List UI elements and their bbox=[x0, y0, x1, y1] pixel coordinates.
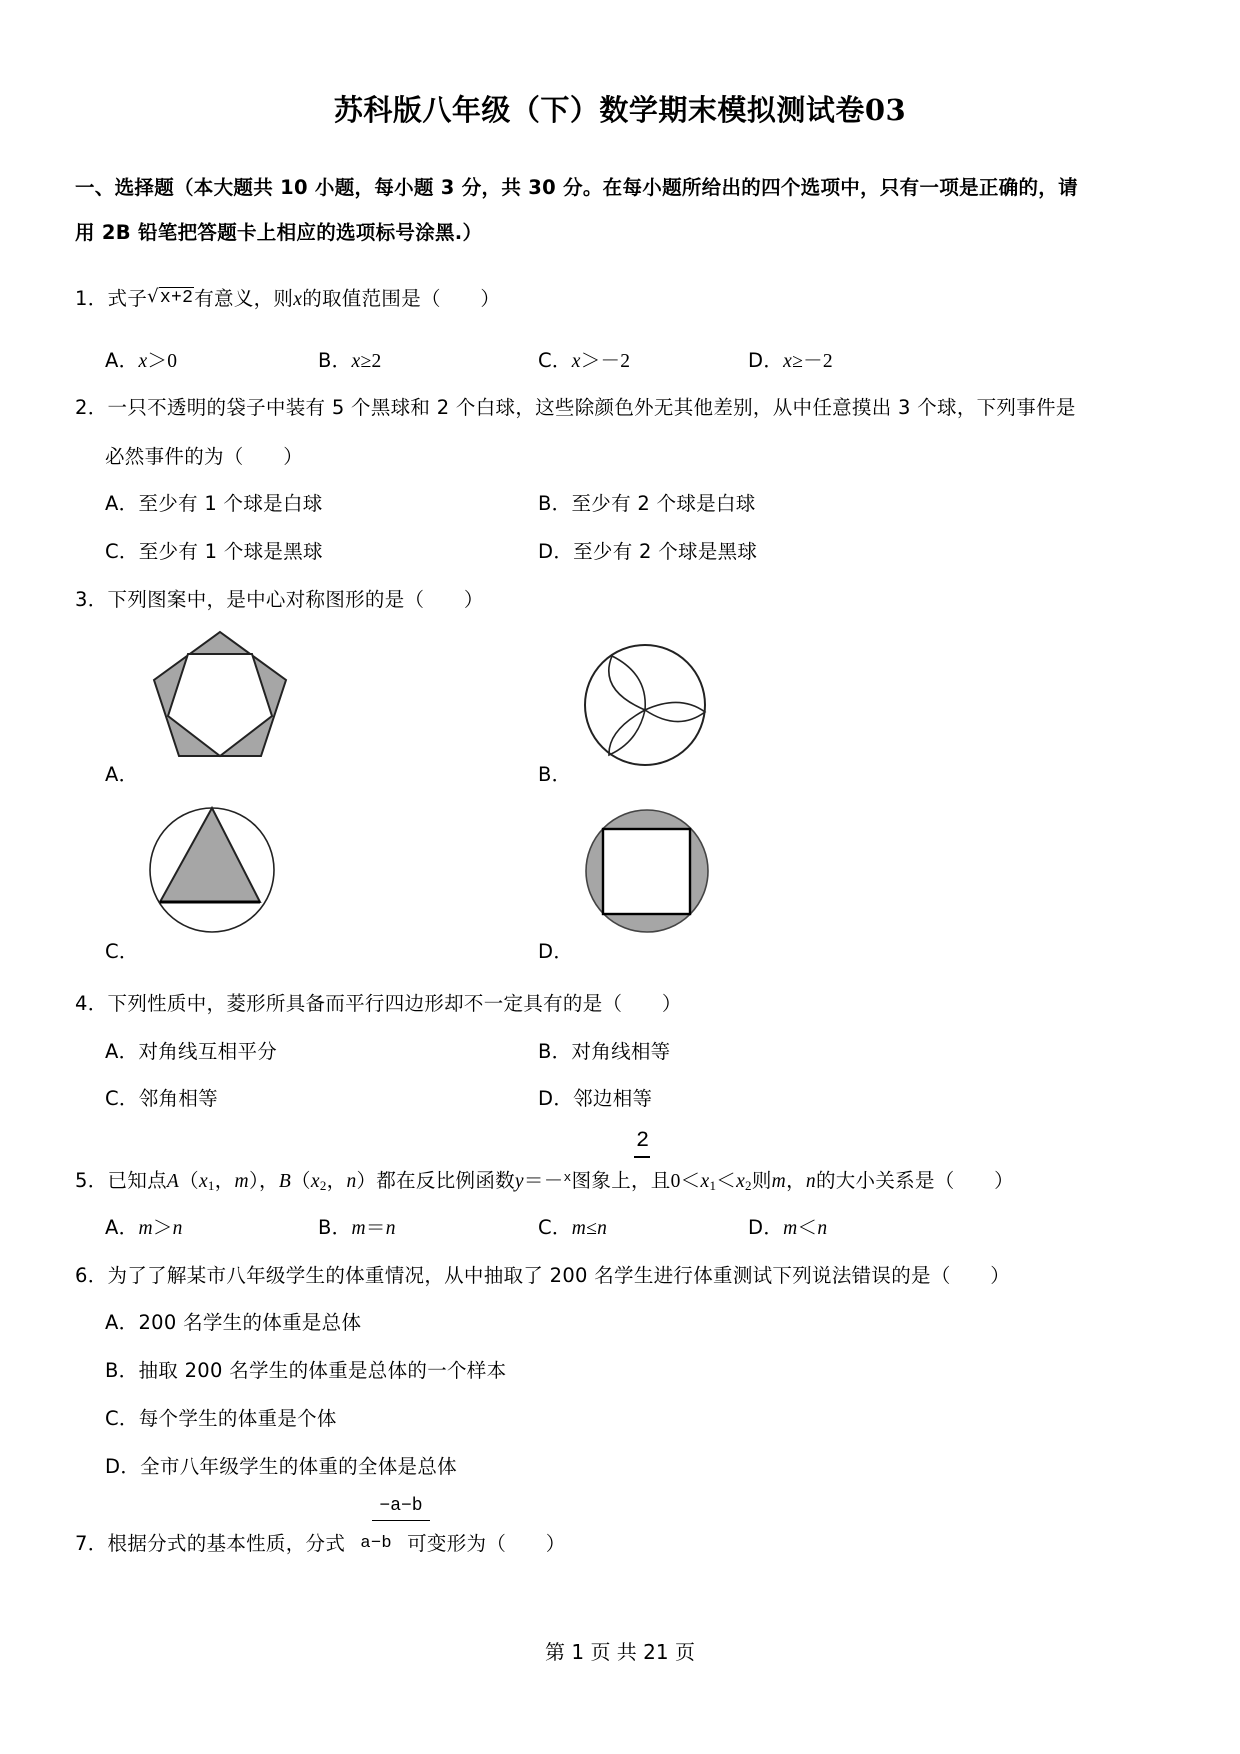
option-label: A． bbox=[105, 1040, 139, 1063]
q5-option-d bbox=[748, 1212, 827, 1240]
option-text: ＞0 bbox=[147, 351, 178, 372]
subscript: 1 bbox=[207, 1178, 215, 1193]
variable: n bbox=[817, 1218, 828, 1239]
point-a: A bbox=[166, 1171, 180, 1192]
radical-sign-icon: √ bbox=[147, 286, 159, 307]
option-label: D． bbox=[538, 1087, 574, 1110]
variable: x bbox=[783, 351, 793, 372]
option-label: D． bbox=[748, 349, 784, 372]
question-number: 6． bbox=[75, 1264, 108, 1287]
figure-c-triangle-in-circle-icon bbox=[148, 804, 278, 934]
q5-fraction-bar bbox=[634, 1156, 650, 1158]
q1-option-d bbox=[748, 345, 833, 373]
variable: n bbox=[172, 1218, 183, 1239]
sqrt-expression bbox=[147, 286, 194, 308]
separator: ， bbox=[214, 1169, 235, 1192]
option-label: D． bbox=[105, 1455, 141, 1478]
subscript: 1 bbox=[709, 1178, 717, 1193]
variable: x bbox=[310, 1171, 320, 1192]
q1-option-a bbox=[105, 345, 177, 373]
q7-fraction-bar bbox=[372, 1520, 430, 1521]
question-5 bbox=[75, 1165, 1014, 1194]
question-number: 5． bbox=[75, 1169, 108, 1192]
q5-option-b bbox=[318, 1212, 396, 1240]
q4-option-c bbox=[105, 1083, 218, 1111]
q5-option-a bbox=[105, 1212, 183, 1240]
variable: m bbox=[771, 1171, 787, 1192]
paren: ） bbox=[248, 1169, 259, 1192]
question-number: 1． bbox=[75, 287, 108, 310]
q5-option-c bbox=[538, 1212, 607, 1240]
variable: x bbox=[138, 351, 148, 372]
variable: x bbox=[198, 1171, 208, 1192]
option-label: A． bbox=[105, 1216, 139, 1239]
option-text: 至少有 1 个球是白球 bbox=[138, 492, 323, 515]
question-text: 的大小关系是（ ） bbox=[815, 1169, 1014, 1192]
question-4 bbox=[75, 988, 682, 1016]
question-number: 3． bbox=[75, 588, 108, 611]
option-text: ＞－2 bbox=[580, 351, 631, 372]
paren: ） bbox=[356, 1169, 377, 1192]
relation: ≤ bbox=[586, 1218, 598, 1239]
option-label: C． bbox=[105, 1087, 139, 1110]
option-text: 邻角相等 bbox=[138, 1087, 218, 1110]
option-text: ≥2 bbox=[360, 351, 382, 372]
option-label: A． bbox=[105, 1311, 139, 1334]
variable: n bbox=[597, 1218, 608, 1239]
inequality: 0＜ bbox=[670, 1171, 701, 1192]
option-text: 抽取 200 名学生的体重是总体的一个样本 bbox=[138, 1359, 507, 1382]
option-label: D． bbox=[538, 540, 574, 563]
radicand: x+2 bbox=[159, 288, 194, 308]
q4-option-a bbox=[105, 1036, 277, 1064]
variable: y bbox=[514, 1171, 524, 1192]
figure-a-pentagon-icon bbox=[150, 630, 290, 760]
option-label: C． bbox=[538, 349, 572, 372]
subscript: 2 bbox=[745, 1178, 752, 1193]
q6-option-a bbox=[105, 1307, 361, 1335]
question-text: 下列图案中，是中心对称图形的是（ ） bbox=[107, 588, 484, 611]
q1-option-c bbox=[538, 345, 630, 373]
variable: m bbox=[351, 1218, 366, 1239]
variable: n bbox=[385, 1218, 396, 1239]
option-label: A． bbox=[105, 349, 139, 372]
variable: m bbox=[234, 1171, 249, 1192]
q6-option-c bbox=[105, 1403, 337, 1431]
option-label: B． bbox=[105, 1359, 139, 1382]
option-text: 全市八年级学生的体重的全体是总体 bbox=[140, 1455, 457, 1478]
question-number: 2． bbox=[75, 396, 108, 419]
q7-fraction-numerator: −a−b bbox=[379, 1496, 423, 1516]
operator: ＝－ bbox=[523, 1171, 564, 1192]
option-text: 至少有 1 个球是黑球 bbox=[138, 540, 323, 563]
separator: ， bbox=[326, 1169, 347, 1192]
inequality: ＜ bbox=[716, 1171, 737, 1192]
page-footer: 第 1 页 共 21 页 bbox=[545, 1640, 695, 1664]
question-3 bbox=[75, 584, 484, 612]
q2-option-c bbox=[105, 536, 323, 564]
option-label: B． bbox=[538, 1040, 572, 1063]
q7-fraction-denominator: a−b bbox=[360, 1534, 392, 1553]
question-1 bbox=[75, 283, 500, 311]
question-text: 式子 bbox=[107, 287, 148, 310]
q6-option-b bbox=[105, 1355, 506, 1383]
figure-d-square-in-circle-icon bbox=[584, 808, 714, 938]
option-text: 每个学生的体重是个体 bbox=[138, 1407, 337, 1430]
figure-b-three-petal-circle-icon bbox=[580, 640, 710, 770]
option-text: 对角线相等 bbox=[571, 1040, 671, 1063]
paren: （ bbox=[179, 1169, 199, 1192]
option-text: 对角线互相平分 bbox=[138, 1040, 278, 1063]
variable: n bbox=[346, 1171, 357, 1192]
question-number: 7． bbox=[75, 1532, 108, 1555]
question-text: 下列性质中，菱形所具备而平行四边形却不一定具有的是（ ） bbox=[107, 992, 682, 1015]
q4-option-b bbox=[538, 1036, 671, 1064]
separator: ， bbox=[259, 1169, 279, 1192]
paren: （ bbox=[291, 1169, 311, 1192]
variable: x bbox=[571, 351, 581, 372]
question-text: 的取值范围是（ ） bbox=[302, 287, 501, 310]
variable: n bbox=[805, 1171, 816, 1192]
relation: ＜ bbox=[797, 1218, 818, 1239]
question-text: 则 bbox=[751, 1169, 772, 1192]
question-text: 为了了解某市八年级学生的体重情况，从中抽取了 200 名学生进行体重测试下列说法错误的是（ ） bbox=[107, 1264, 1011, 1287]
q3-option-b-label: B． bbox=[538, 763, 572, 786]
q5-fraction-numerator: 2 bbox=[636, 1128, 650, 1153]
variable: x bbox=[736, 1171, 746, 1192]
option-text: 邻边相等 bbox=[573, 1087, 653, 1110]
relation: ＞ bbox=[152, 1218, 173, 1239]
variable: m bbox=[571, 1218, 587, 1239]
separator: ， bbox=[786, 1169, 806, 1192]
q2-option-a bbox=[105, 488, 323, 516]
question-2-line2: 必然事件的为（ ） bbox=[105, 445, 304, 468]
option-label: A． bbox=[105, 492, 139, 515]
option-text: 至少有 2 个球是白球 bbox=[571, 492, 756, 515]
variable: m bbox=[783, 1218, 798, 1239]
variable: m bbox=[138, 1218, 153, 1239]
variable: x bbox=[351, 351, 361, 372]
subscript: 2 bbox=[319, 1178, 327, 1193]
option-label: B． bbox=[538, 492, 572, 515]
option-text: 200 名学生的体重是总体 bbox=[138, 1311, 362, 1334]
question-text: 图象上，且 bbox=[571, 1169, 671, 1192]
q4-option-d bbox=[538, 1083, 652, 1111]
document-title: 苏科版八年级（下）数学期末模拟测试卷03 bbox=[333, 93, 907, 127]
q5-fraction-denominator: x bbox=[563, 1170, 572, 1185]
variable: x bbox=[700, 1171, 710, 1192]
option-label: C． bbox=[105, 540, 139, 563]
question-6 bbox=[75, 1260, 1010, 1288]
option-label: B． bbox=[318, 1216, 352, 1239]
section-header-line2: 用 2B 铅笔把答题卡上相应的选项标号涂黑.） bbox=[75, 221, 483, 244]
variable: x bbox=[293, 289, 303, 310]
point-b: B bbox=[278, 1171, 292, 1192]
q2-option-d bbox=[538, 536, 757, 564]
question-text: 一只不透明的袋子中装有 5 个黑球和 2 个白球，这些除颜色外无其他差别，从中任意摸出 3 个球，下列事件是 bbox=[107, 396, 1076, 419]
question-text: 可变形为（ ） bbox=[407, 1532, 566, 1555]
q3-option-d-label: D． bbox=[538, 940, 574, 963]
option-text: 至少有 2 个球是黑球 bbox=[573, 540, 758, 563]
q6-option-d bbox=[105, 1451, 457, 1479]
q3-option-c-label: C． bbox=[105, 940, 139, 963]
question-number: 4． bbox=[75, 992, 108, 1015]
question-text: 已知点 bbox=[107, 1169, 167, 1192]
section-header-line1: 一、选择题（本大题共 10 小题，每小题 3 分，共 30 分。在每小题所给出的四个选项中，只有一项是正确的，请 bbox=[75, 176, 1078, 199]
option-label: C． bbox=[105, 1407, 139, 1430]
option-label: D． bbox=[748, 1216, 784, 1239]
option-label: C． bbox=[538, 1216, 572, 1239]
question-2 bbox=[75, 392, 1076, 420]
q3-option-a-label: A． bbox=[105, 763, 139, 786]
question-text: 根据分式的基本性质，分式 bbox=[107, 1532, 346, 1555]
question-text: 有意义，则 bbox=[194, 287, 294, 310]
relation: ＝ bbox=[365, 1218, 386, 1239]
question-text: 都在反比例函数 bbox=[376, 1169, 515, 1192]
option-text: ≥－2 bbox=[792, 351, 833, 372]
question-7 bbox=[75, 1528, 566, 1556]
option-label: B． bbox=[318, 349, 352, 372]
q2-option-b bbox=[538, 488, 756, 516]
q1-option-b bbox=[318, 345, 382, 373]
